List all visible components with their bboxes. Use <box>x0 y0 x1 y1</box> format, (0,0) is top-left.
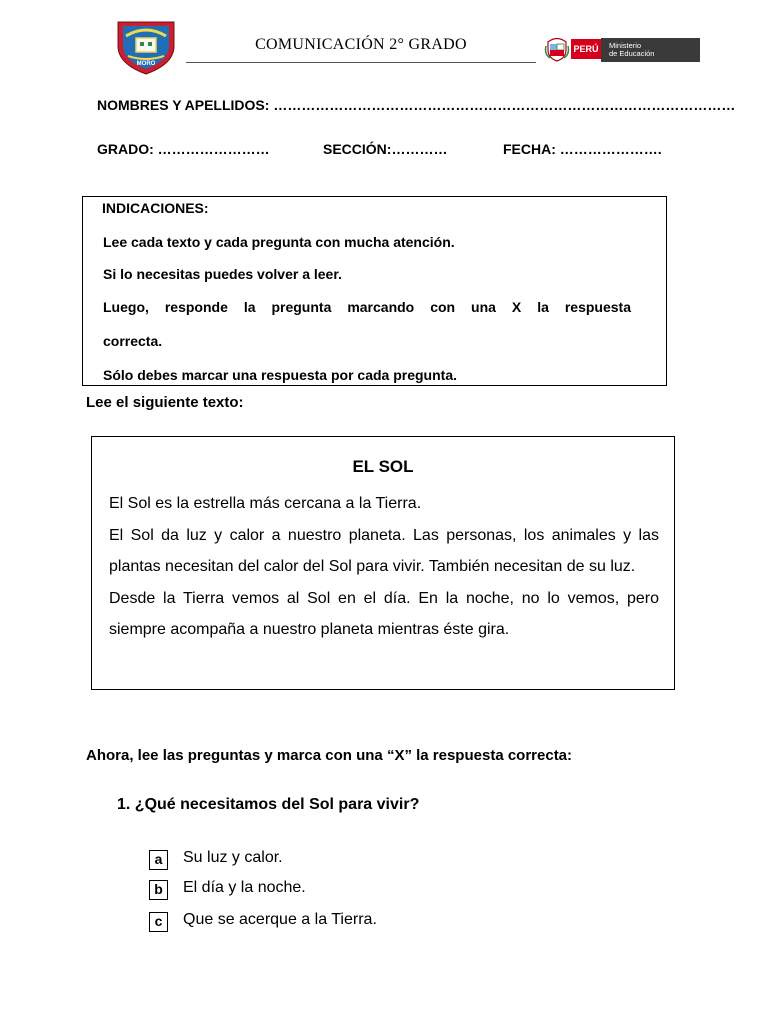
option-b-text: El día y la noche. <box>183 879 306 896</box>
instruction-line-3-continued: correcta. <box>103 333 163 349</box>
header-underline <box>186 62 536 63</box>
reading-passage-box <box>91 436 675 690</box>
names-field[interactable]: NOMBRES Y APELLIDOS: ……………………………………………………………………………………… <box>97 97 736 113</box>
ministry-line-1: Ministerio <box>609 41 642 50</box>
section-field[interactable]: SECCIÓN:………… <box>323 141 448 157</box>
reading-paragraph-2: El Sol da luz y calor a nuestro planeta. Las personas, los animales y las plantas necesitan del calor del Sol para vivir. También necesitan de su luz. <box>109 526 659 575</box>
instruction-line-3: Luego, responde la pregunta marcando con una X la respuesta <box>103 299 631 315</box>
reading-paragraph-1: El Sol es la estrella más cercana a la Tierra. <box>109 495 422 512</box>
option-a-text: Su luz y calor. <box>183 849 283 866</box>
header-title: COMUNICACIÓN 2° GRADO <box>255 36 467 53</box>
ministry-name-label <box>601 38 700 62</box>
instruction-line-1: Lee cada texto y cada pregunta con mucha atención. <box>103 234 455 250</box>
question-1-text: 1. ¿Qué necesitamos del Sol para vivir? <box>117 796 420 813</box>
school-shield-logo-icon <box>112 16 180 76</box>
instruction-line-4: Sólo debes marcar una respuesta por cada pregunta. <box>103 367 457 383</box>
instructions-title: INDICACIONES: <box>102 200 209 216</box>
option-c-text: Que se acerque a la Tierra. <box>183 911 377 928</box>
instructions-box <box>82 196 667 386</box>
reading-body <box>109 488 659 646</box>
ministry-line-2: de Educación <box>609 49 655 58</box>
option-a-checkbox[interactable]: a <box>149 850 168 870</box>
grade-field[interactable]: GRADO: …………………… <box>97 141 270 157</box>
read-prompt: Lee el siguiente texto: <box>86 394 244 411</box>
reading-paragraph-3: Desde la Tierra vemos al Sol en el día. En la noche, no lo vemos, pero siempre acompaña a nuestro planeta mientras éste gira. <box>109 589 659 638</box>
peru-coat-of-arms-icon <box>544 36 570 62</box>
instruction-line-2: Si lo necesitas puedes volver a leer. <box>103 266 342 282</box>
option-c-checkbox[interactable]: c <box>149 912 168 932</box>
option-b-checkbox[interactable]: b <box>149 880 168 900</box>
ministry-peru-label: PERÚ <box>571 39 601 59</box>
date-field[interactable]: FECHA: …………………. <box>503 141 662 157</box>
reading-title: EL SOL <box>352 457 414 476</box>
school-logo-text: MORO <box>136 61 156 67</box>
question-prompt: Ahora, lee las preguntas y marca con una “X” la respuesta correcta: <box>86 747 573 764</box>
